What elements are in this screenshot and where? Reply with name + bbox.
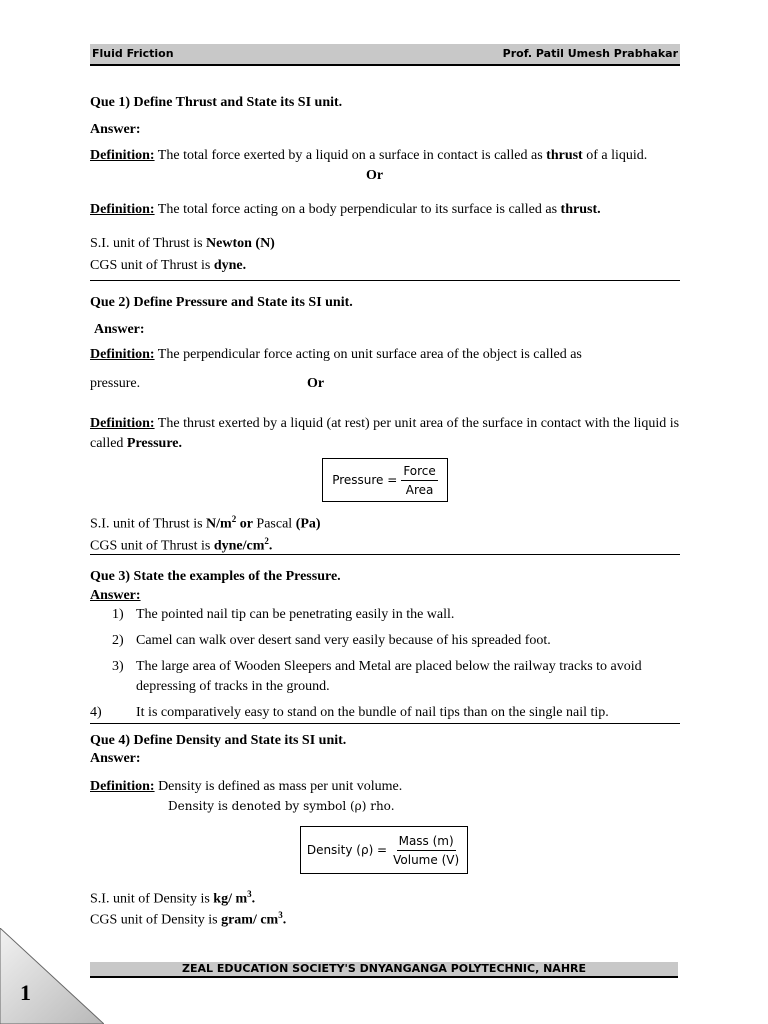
q3-answer-label: Answer: [90, 588, 141, 603]
list-item: 1) The pointed nail tip can be penetrating easily in the wall. [112, 607, 455, 622]
q1-or: Or [366, 168, 384, 183]
q2-title: Que 2) Define Pressure and State its SI unit. [90, 295, 353, 310]
list-item: 2) Camel can walk over desert sand very easily because of his spreaded foot. [112, 633, 551, 648]
q4-title: Que 4) Define Density and State its SI unit. [90, 733, 347, 748]
q4-symbol-line: Density is denoted by symbol (ρ) rho. [168, 799, 395, 813]
q1-definition-1: Definition: The total force exerted by a liquid on a surface in contact is called as thrust of a liquid. [90, 148, 648, 163]
section-divider [90, 280, 680, 281]
page-footer [90, 962, 678, 978]
q2-or: Or [307, 376, 325, 391]
page-header [90, 44, 680, 66]
q2-cgs-unit: CGS unit of Thrust is dyne/$cm^2$. [90, 536, 273, 554]
q4-si-unit: S.I. unit of Density is kg/ $m^3$. [90, 889, 256, 907]
density-formula: Density (ρ) = $\frac{\text{Mass (m)}}{\text{Volume (V)}}$ [300, 826, 468, 874]
footer-institution: ZEAL EDUCATION SOCIETY'S DNYANGANGA POLYTECHNIC, NAHRE [181, 962, 587, 975]
section-divider [90, 723, 680, 724]
page-corner-triangle [0, 928, 104, 1024]
header-author: Prof. Patil Umesh Prabhakar [502, 47, 678, 60]
list-item: 3) The large area of Wooden Sleepers and Metal are placed below the railway tracks to avoid depressing of tracks in the ground. [112, 659, 642, 694]
q2-definition-2: Definition: The thrust exerted by a liquid (at rest) per unit area of the surface in contact with the liquid is called Pressure. [90, 416, 680, 451]
page-number: 1 [20, 980, 31, 1005]
q3-title: Que 3) State the examples of the Pressure. [90, 569, 341, 584]
q1-cgs-unit: CGS unit of Thrust is dyne. [90, 258, 247, 273]
header-subject: Fluid Friction [92, 47, 174, 60]
q4-answer-label: Answer: [90, 751, 141, 766]
q4-definition: Definition: Density is defined as mass per unit volume. [90, 779, 403, 794]
q2-si-unit: S.I. unit of Thrust is $N/m^2$ or Pascal (Pa) [90, 514, 321, 532]
list-item: 4) It is comparatively easy to stand on the bundle of nail tips than on the single nail tip. [90, 705, 609, 720]
q2-definition-1: Definition: The perpendicular force acting on unit surface area of the object is called as [90, 347, 582, 362]
definition-label: Definition: [90, 148, 155, 163]
q2-answer-label: Answer: [94, 322, 145, 337]
q1-definition-2: Definition: The total force acting on a body perpendicular to its surface is called as thrust. [90, 202, 601, 217]
q4-cgs-unit: CGS unit of Density is gram/ $cm^3$. [90, 910, 287, 928]
q2-definition-1-cont: pressure. [90, 376, 141, 391]
section-divider [90, 554, 680, 555]
q1-answer-label: Answer: [90, 122, 141, 137]
q1-title: Que 1) Define Thrust and State its SI unit. [90, 95, 343, 110]
pressure-fraction: $\frac{\text{Force}}{\text{Area}}$ [403, 463, 436, 497]
pressure-formula: Pressure = $\frac{\text{Force}}{\text{Area}}$ [322, 458, 448, 502]
density-fraction: $\frac{\text{Mass (m)}}{\text{Volume (V)}}$ [393, 833, 460, 867]
q1-si-unit: S.I. unit of Thrust is Newton (N) [90, 236, 275, 251]
